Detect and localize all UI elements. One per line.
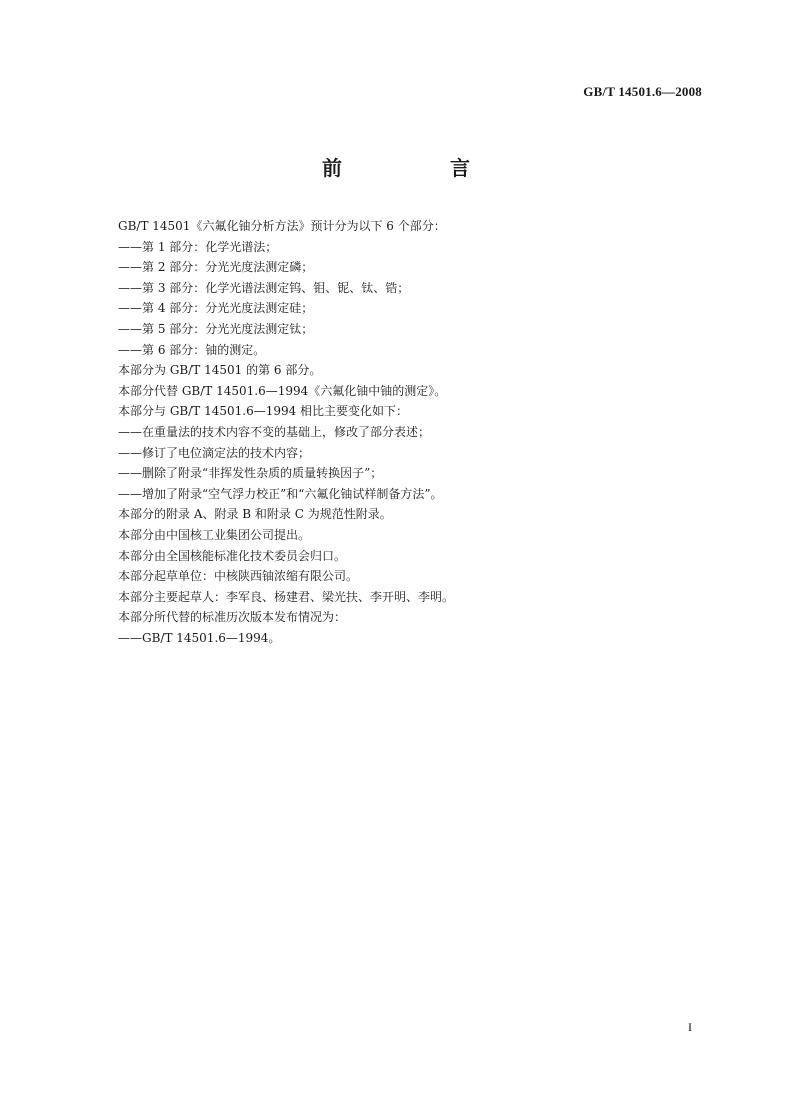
text-line: ——在重量法的技术内容不变的基础上，修改了部分表述； [118,424,431,439]
text-line: ——第 2 部分：分光光度法测定磷； [118,260,314,275]
text-line: ——删除了附录“非挥发性杂质的质量转换因子”； [118,466,383,481]
text-line: 本部分由中国核工业集团公司提出。 [118,527,311,542]
text-line: ——增加了附录“空气浮力校正”和“六氟化铀试样制备方法”。 [118,486,443,501]
text-line: 本部分为 GB/T 14501 的第 6 部分。 [118,363,322,378]
text-line: 本部分所代替的标准历次版本发布情况为： [118,610,347,625]
text-line: GB/T 14501《六氟化铀分析方法》预计分为以下 6 个部分： [118,219,446,233]
text-line: ——修订了电位滴定法的技术内容； [118,445,311,460]
page-title: 前 言 [322,156,514,180]
text-line: ——第 1 部分：化学光谱法； [118,239,278,254]
text-line: ——第 3 部分：化学光谱法测定钨、钼、铌、钛、锆； [118,280,410,295]
standard-code: GB/T 14501.6—2008 [583,84,702,99]
text-line: ——第 6 部分：铀的测定。 [118,342,266,357]
text-line: 本部分代替 GB/T 14501.6—1994《六氟化铀中铀的测定》。 [118,383,447,398]
text-line: 本部分的附录 A、附录 B 和附录 C 为规范性附录。 [118,507,392,522]
text-line: 本部分起草单位：中核陕西铀浓缩有限公司。 [118,569,359,584]
text-line: ——第 5 部分：分光光度法测定钛； [118,321,314,336]
text-line: ——GB/T 14501.6—1994。 [118,630,281,645]
text-line: ——第 4 部分：分光光度法测定硅； [118,301,314,316]
page-number: I [688,1020,692,1034]
foreword-body [118,216,718,648]
text-line: 本部分与 GB/T 14501.6—1994 相比主要变化如下： [118,404,409,419]
text-line: 本部分主要起草人：李军良、杨建君、梁光扶、李开明、李明。 [118,589,455,604]
text-line: 本部分由全国核能标准化技术委员会归口。 [118,548,347,563]
